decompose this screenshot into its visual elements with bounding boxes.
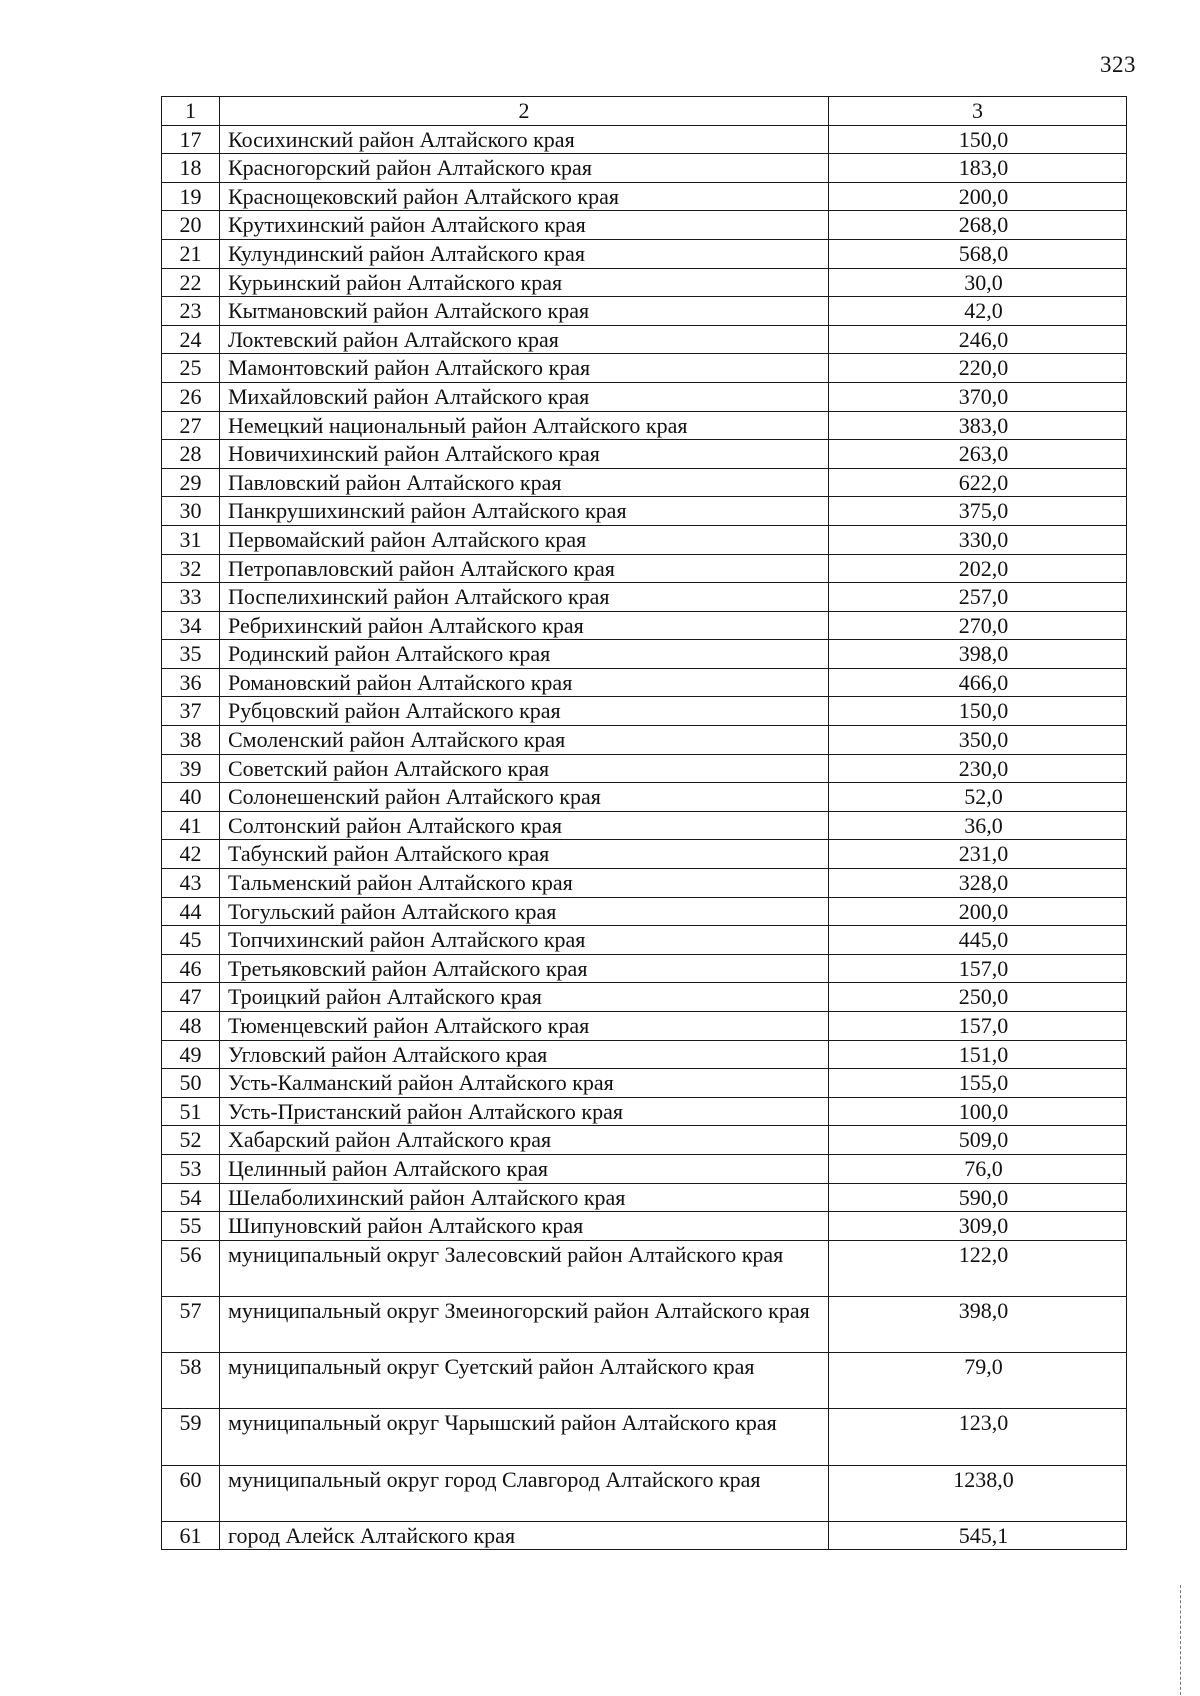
row-value-cell: 202,0 xyxy=(829,554,1127,583)
row-name-cell: город Алейск Алтайского края xyxy=(220,1521,829,1550)
row-number-cell: 37 xyxy=(162,697,220,726)
header-col-number: 1 xyxy=(162,97,220,126)
row-value-cell: 309,0 xyxy=(829,1212,1127,1241)
table-row xyxy=(162,297,1127,326)
table-row xyxy=(162,1521,1127,1550)
row-number-cell: 25 xyxy=(162,354,220,383)
row-name-cell: муниципальный округ Чарышский район Алтайского края xyxy=(220,1409,829,1465)
row-name-cell: Третьяковский район Алтайского края xyxy=(220,954,829,983)
row-name-cell: Угловский район Алтайского края xyxy=(220,1040,829,1069)
row-name-cell: Табунский район Алтайского края xyxy=(220,840,829,869)
row-number-cell: 43 xyxy=(162,869,220,898)
row-number-cell: 48 xyxy=(162,1012,220,1041)
table-row xyxy=(162,211,1127,240)
row-name-cell: Михайловский район Алтайского края xyxy=(220,382,829,411)
table-row xyxy=(162,468,1127,497)
table-row xyxy=(162,1154,1127,1183)
row-number-cell: 21 xyxy=(162,239,220,268)
row-value-cell: 157,0 xyxy=(829,1012,1127,1041)
table-row xyxy=(162,382,1127,411)
row-number-cell: 41 xyxy=(162,811,220,840)
row-value-cell: 398,0 xyxy=(829,640,1127,669)
table-row xyxy=(162,1126,1127,1155)
row-number-cell: 45 xyxy=(162,926,220,955)
row-value-cell: 622,0 xyxy=(829,468,1127,497)
row-value-cell: 398,0 xyxy=(829,1296,1127,1352)
row-number-cell: 35 xyxy=(162,640,220,669)
row-name-cell: Красногорский район Алтайского края xyxy=(220,154,829,183)
row-number-cell: 42 xyxy=(162,840,220,869)
row-number-cell: 32 xyxy=(162,554,220,583)
row-value-cell: 268,0 xyxy=(829,211,1127,240)
row-number-cell: 53 xyxy=(162,1154,220,1183)
table-row xyxy=(162,268,1127,297)
table-row xyxy=(162,1353,1127,1409)
page-number: 323 xyxy=(1100,52,1136,77)
table-row xyxy=(162,1296,1127,1352)
row-number-cell: 23 xyxy=(162,297,220,326)
row-number-cell: 50 xyxy=(162,1069,220,1098)
row-name-cell: муниципальный округ Суетский район Алтайского края xyxy=(220,1353,829,1409)
row-value-cell: 30,0 xyxy=(829,268,1127,297)
row-value-cell: 509,0 xyxy=(829,1126,1127,1155)
row-name-cell: Панкрушихинский район Алтайского края xyxy=(220,497,829,526)
row-value-cell: 123,0 xyxy=(829,1409,1127,1465)
row-name-cell: муниципальный округ город Славгород Алтайского края xyxy=(220,1465,829,1521)
row-number-cell: 34 xyxy=(162,611,220,640)
row-number-cell: 59 xyxy=(162,1409,220,1465)
table-row xyxy=(162,726,1127,755)
table-row xyxy=(162,1465,1127,1521)
row-number-cell: 17 xyxy=(162,125,220,154)
row-value-cell: 545,1 xyxy=(829,1521,1127,1550)
row-value-cell: 200,0 xyxy=(829,897,1127,926)
table-row xyxy=(162,525,1127,554)
table-row xyxy=(162,1069,1127,1098)
table-row xyxy=(162,554,1127,583)
row-name-cell: Поспелихинский район Алтайского края xyxy=(220,583,829,612)
table-row xyxy=(162,497,1127,526)
row-value-cell: 200,0 xyxy=(829,182,1127,211)
row-name-cell: Солтонский район Алтайского края xyxy=(220,811,829,840)
row-number-cell: 31 xyxy=(162,525,220,554)
table-row xyxy=(162,611,1127,640)
table-row xyxy=(162,640,1127,669)
row-number-cell: 28 xyxy=(162,440,220,469)
row-number-cell: 44 xyxy=(162,897,220,926)
row-value-cell: 157,0 xyxy=(829,954,1127,983)
row-value-cell: 76,0 xyxy=(829,1154,1127,1183)
row-number-cell: 22 xyxy=(162,268,220,297)
row-value-cell: 220,0 xyxy=(829,354,1127,383)
row-value-cell: 328,0 xyxy=(829,869,1127,898)
row-number-cell: 29 xyxy=(162,468,220,497)
row-name-cell: Усть-Калманский район Алтайского края xyxy=(220,1069,829,1098)
table-row xyxy=(162,897,1127,926)
row-name-cell: Родинский район Алтайского края xyxy=(220,640,829,669)
row-name-cell: Косихинский район Алтайского края xyxy=(220,125,829,154)
row-value-cell: 466,0 xyxy=(829,668,1127,697)
row-value-cell: 568,0 xyxy=(829,239,1127,268)
row-number-cell: 61 xyxy=(162,1521,220,1550)
row-number-cell: 18 xyxy=(162,154,220,183)
table-row xyxy=(162,354,1127,383)
row-name-cell: Мамонтовский район Алтайского края xyxy=(220,354,829,383)
row-number-cell: 33 xyxy=(162,583,220,612)
row-number-cell: 30 xyxy=(162,497,220,526)
row-number-cell: 36 xyxy=(162,668,220,697)
row-value-cell: 183,0 xyxy=(829,154,1127,183)
table-row xyxy=(162,668,1127,697)
row-number-cell: 38 xyxy=(162,726,220,755)
row-number-cell: 40 xyxy=(162,783,220,812)
table-row xyxy=(162,154,1127,183)
row-name-cell: муниципальный округ Залесовский район Алтайского края xyxy=(220,1240,829,1296)
row-number-cell: 27 xyxy=(162,411,220,440)
row-value-cell: 257,0 xyxy=(829,583,1127,612)
row-value-cell: 590,0 xyxy=(829,1183,1127,1212)
row-name-cell: Павловский район Алтайского края xyxy=(220,468,829,497)
row-name-cell: Новичихинский район Алтайского края xyxy=(220,440,829,469)
row-name-cell: Смоленский район Алтайского края xyxy=(220,726,829,755)
table-row xyxy=(162,1183,1127,1212)
row-name-cell: Кулундинский район Алтайского края xyxy=(220,239,829,268)
row-value-cell: 383,0 xyxy=(829,411,1127,440)
row-value-cell: 270,0 xyxy=(829,611,1127,640)
table-row xyxy=(162,440,1127,469)
row-value-cell: 250,0 xyxy=(829,983,1127,1012)
row-name-cell: Шипуновский район Алтайского края xyxy=(220,1212,829,1241)
table-header-row xyxy=(162,97,1127,126)
row-number-cell: 39 xyxy=(162,754,220,783)
row-value-cell: 350,0 xyxy=(829,726,1127,755)
row-name-cell: Краснощековский район Алтайского края xyxy=(220,182,829,211)
row-value-cell: 150,0 xyxy=(829,697,1127,726)
table-row xyxy=(162,840,1127,869)
row-value-cell: 122,0 xyxy=(829,1240,1127,1296)
table-row xyxy=(162,754,1127,783)
table-row xyxy=(162,325,1127,354)
row-number-cell: 24 xyxy=(162,325,220,354)
row-number-cell: 57 xyxy=(162,1296,220,1352)
table-row xyxy=(162,983,1127,1012)
row-value-cell: 246,0 xyxy=(829,325,1127,354)
row-name-cell: Топчихинский район Алтайского края xyxy=(220,926,829,955)
row-name-cell: Крутихинский район Алтайского края xyxy=(220,211,829,240)
table-row xyxy=(162,411,1127,440)
row-number-cell: 46 xyxy=(162,954,220,983)
row-value-cell: 155,0 xyxy=(829,1069,1127,1098)
row-value-cell: 52,0 xyxy=(829,783,1127,812)
row-value-cell: 370,0 xyxy=(829,382,1127,411)
table-row xyxy=(162,1212,1127,1241)
row-name-cell: Романовский район Алтайского края xyxy=(220,668,829,697)
row-number-cell: 55 xyxy=(162,1212,220,1241)
row-number-cell: 52 xyxy=(162,1126,220,1155)
header-col-name: 2 xyxy=(220,97,829,126)
row-name-cell: Солонешенский район Алтайского края xyxy=(220,783,829,812)
row-value-cell: 231,0 xyxy=(829,840,1127,869)
row-number-cell: 20 xyxy=(162,211,220,240)
row-value-cell: 42,0 xyxy=(829,297,1127,326)
allocation-table xyxy=(161,96,1127,1550)
row-value-cell: 230,0 xyxy=(829,754,1127,783)
row-value-cell: 330,0 xyxy=(829,525,1127,554)
row-number-cell: 49 xyxy=(162,1040,220,1069)
row-value-cell: 79,0 xyxy=(829,1353,1127,1409)
row-name-cell: Тюменцевский район Алтайского края xyxy=(220,1012,829,1041)
row-name-cell: Целинный район Алтайского края xyxy=(220,1154,829,1183)
table-row xyxy=(162,697,1127,726)
row-name-cell: Тогульский район Алтайского края xyxy=(220,897,829,926)
table-row xyxy=(162,1240,1127,1296)
row-number-cell: 60 xyxy=(162,1465,220,1521)
row-name-cell: Усть-Пристанский район Алтайского края xyxy=(220,1097,829,1126)
row-value-cell: 1238,0 xyxy=(829,1465,1127,1521)
table-row xyxy=(162,1040,1127,1069)
row-number-cell: 58 xyxy=(162,1353,220,1409)
table-row xyxy=(162,239,1127,268)
row-value-cell: 375,0 xyxy=(829,497,1127,526)
row-name-cell: Хабарский район Алтайского края xyxy=(220,1126,829,1155)
row-number-cell: 51 xyxy=(162,1097,220,1126)
row-value-cell: 150,0 xyxy=(829,125,1127,154)
row-name-cell: муниципальный округ Змеиногорский район Алтайского края xyxy=(220,1296,829,1352)
row-value-cell: 151,0 xyxy=(829,1040,1127,1069)
table-row xyxy=(162,1097,1127,1126)
row-number-cell: 19 xyxy=(162,182,220,211)
table-row xyxy=(162,125,1127,154)
row-value-cell: 263,0 xyxy=(829,440,1127,469)
row-value-cell: 445,0 xyxy=(829,926,1127,955)
table-row xyxy=(162,182,1127,211)
row-name-cell: Шелаболихинский район Алтайского края xyxy=(220,1183,829,1212)
row-name-cell: Ребрихинский район Алтайского края xyxy=(220,611,829,640)
table-row xyxy=(162,954,1127,983)
row-name-cell: Кытмановский район Алтайского края xyxy=(220,297,829,326)
row-value-cell: 100,0 xyxy=(829,1097,1127,1126)
table-row xyxy=(162,783,1127,812)
row-number-cell: 47 xyxy=(162,983,220,1012)
row-name-cell: Первомайский район Алтайского края xyxy=(220,525,829,554)
scan-margin-mark xyxy=(1180,1585,1182,1695)
row-number-cell: 26 xyxy=(162,382,220,411)
row-name-cell: Советский район Алтайского края xyxy=(220,754,829,783)
table-row xyxy=(162,811,1127,840)
row-name-cell: Рубцовский район Алтайского края xyxy=(220,697,829,726)
table-row xyxy=(162,1409,1127,1465)
row-name-cell: Троицкий район Алтайского края xyxy=(220,983,829,1012)
header-col-value: 3 xyxy=(829,97,1127,126)
row-number-cell: 54 xyxy=(162,1183,220,1212)
row-name-cell: Немецкий национальный район Алтайского края xyxy=(220,411,829,440)
table-row xyxy=(162,1012,1127,1041)
table-row xyxy=(162,583,1127,612)
table-row xyxy=(162,926,1127,955)
row-name-cell: Петропавловский район Алтайского края xyxy=(220,554,829,583)
row-name-cell: Локтевский район Алтайского края xyxy=(220,325,829,354)
table-body xyxy=(162,97,1127,1550)
row-name-cell: Курьинский район Алтайского края xyxy=(220,268,829,297)
row-value-cell: 36,0 xyxy=(829,811,1127,840)
row-name-cell: Тальменский район Алтайского края xyxy=(220,869,829,898)
row-number-cell: 56 xyxy=(162,1240,220,1296)
table-row xyxy=(162,869,1127,898)
